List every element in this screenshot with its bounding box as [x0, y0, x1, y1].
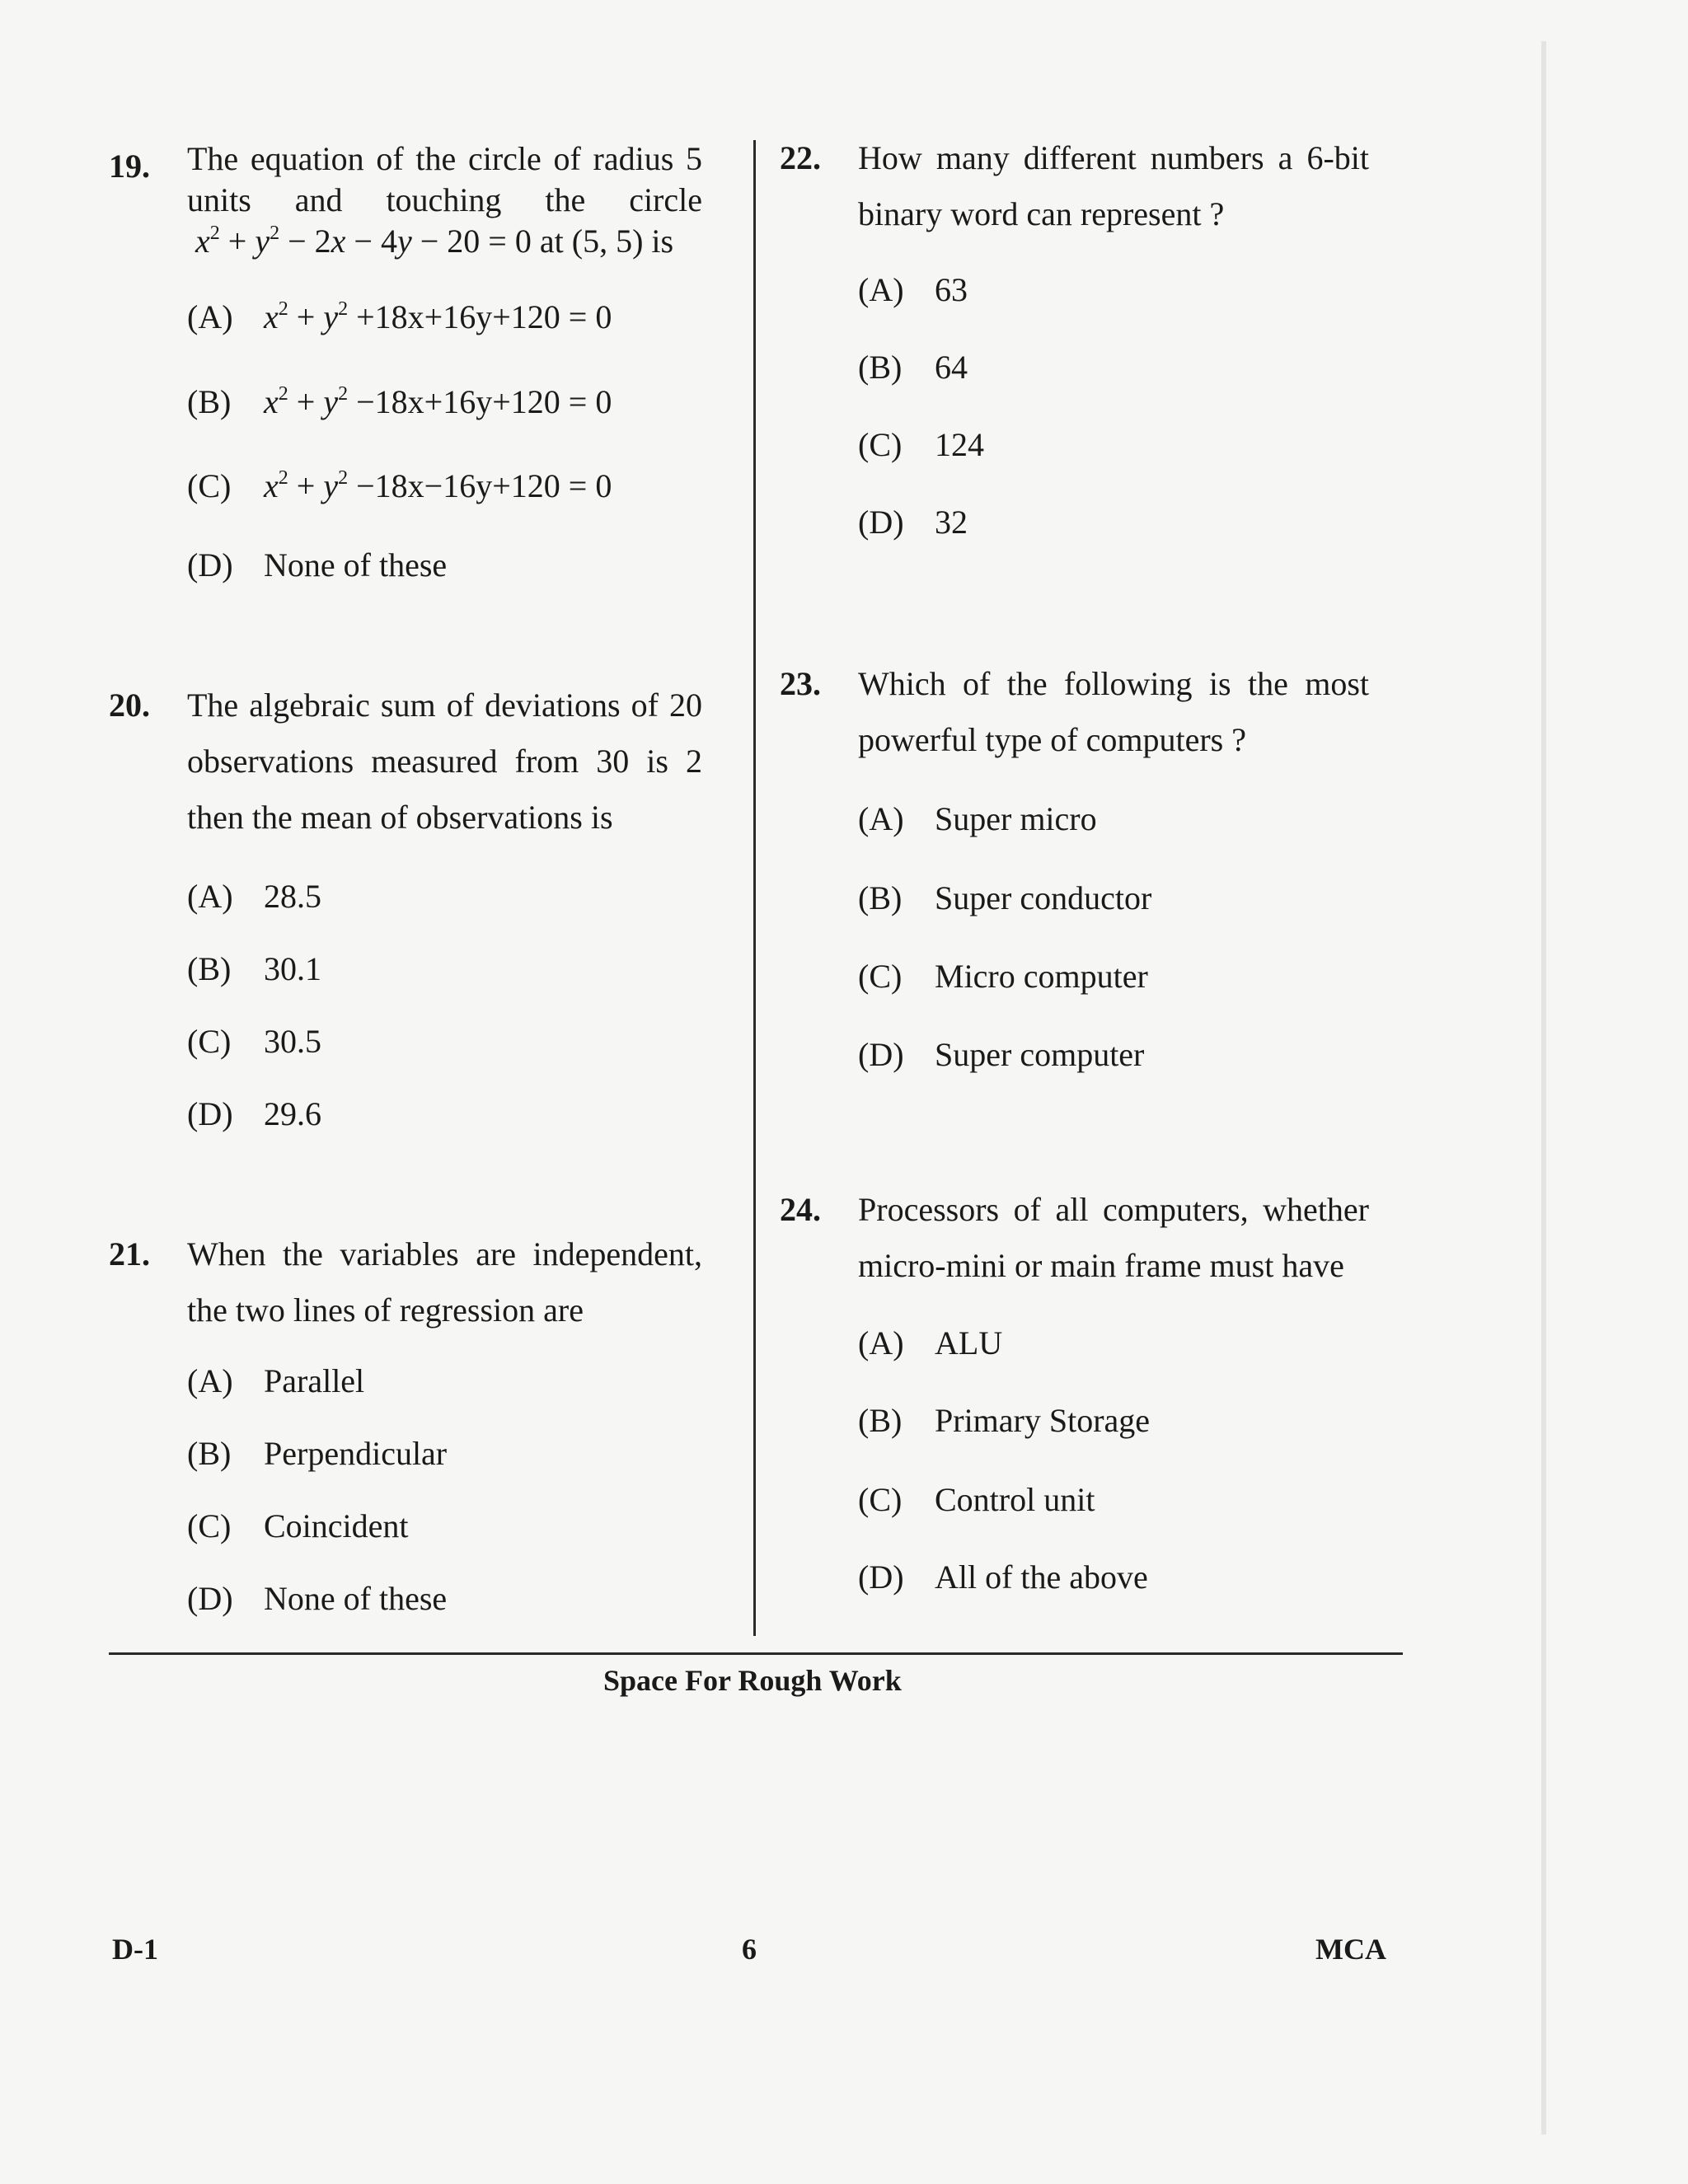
option-letter: (D) — [858, 504, 904, 541]
option-text: Parallel — [264, 1362, 365, 1399]
option-d[interactable] — [858, 494, 968, 551]
question-number: 23. — [780, 665, 821, 702]
option-letter: (B) — [187, 950, 232, 987]
stem-line: The algebraic sum of deviations of 20 — [187, 687, 702, 724]
equation-prefix: $x^2 + y^2$ — [264, 383, 349, 420]
option-text: 64 — [935, 349, 968, 386]
stem-line: powerful type of computers ? — [858, 721, 1246, 758]
stem-line: micro-mini or main frame must have — [858, 1247, 1344, 1284]
option-b[interactable] — [858, 870, 1151, 926]
option-c[interactable] — [858, 949, 1148, 1005]
option-letter: (B) — [187, 383, 232, 420]
option-b[interactable] — [187, 941, 321, 997]
option-letter: (A) — [187, 878, 233, 915]
option-text: Super micro — [935, 800, 1097, 837]
option-text: Coincident — [264, 1507, 409, 1544]
stem-line: Which of the following is the most — [858, 665, 1369, 702]
option-text: 28.5 — [264, 878, 321, 915]
column-divider — [753, 140, 756, 1636]
question-number: 19. — [109, 148, 150, 185]
option-letter: (B) — [187, 1435, 232, 1472]
question-stem-equation — [187, 221, 702, 262]
option-letter: (D) — [187, 1095, 233, 1132]
option-letter: (A) — [187, 1362, 233, 1399]
option-d[interactable] — [858, 1549, 1148, 1605]
option-letter: (B) — [858, 1402, 903, 1439]
question-number: 22. — [780, 139, 821, 176]
circle-equation: $x^2 + y^2 - 2x - 4y - 20 = 0$ — [195, 223, 532, 260]
option-text: 30.1 — [264, 950, 321, 987]
stem-line: observations measured from 30 is 2 — [187, 743, 702, 780]
option-text: Perpendicular — [264, 1435, 448, 1472]
question-stem — [187, 138, 702, 221]
option-letter: (D) — [858, 1036, 904, 1073]
option-text: None of these — [264, 1580, 448, 1617]
option-a[interactable] — [187, 1353, 364, 1409]
option-text: Super conductor — [935, 879, 1152, 916]
option-text: Primary Storage — [935, 1402, 1151, 1439]
question-stem — [187, 677, 702, 846]
stem-line: The equation of the circle of radius 5 — [187, 140, 702, 177]
option-d[interactable] — [858, 1027, 1144, 1083]
question-number: 20. — [109, 687, 150, 724]
option-text: None of these — [264, 546, 448, 583]
option-b[interactable] — [187, 374, 612, 430]
rough-work-label: Space For Rough Work — [603, 1664, 902, 1697]
option-letter: (C) — [858, 958, 903, 995]
question-number: 24. — [780, 1191, 821, 1228]
option-text: Control unit — [935, 1481, 1095, 1518]
rough-work-rule — [109, 1652, 1403, 1655]
stem-line: units and touching the circle — [187, 181, 702, 218]
option-d[interactable] — [187, 537, 447, 593]
option-text: +18x+16y+120 = 0 — [356, 298, 612, 335]
option-a[interactable] — [858, 262, 968, 318]
question-stem — [187, 1226, 702, 1338]
option-d[interactable] — [187, 1571, 447, 1627]
option-text: −18x+16y+120 = 0 — [356, 383, 612, 420]
page-edge-shadow — [1541, 41, 1546, 2135]
option-b[interactable] — [858, 340, 968, 396]
option-text: 29.6 — [264, 1095, 321, 1132]
equation-prefix: $x^2 + y^2$ — [264, 467, 349, 504]
option-letter: (D) — [858, 1558, 904, 1596]
footer-subject: MCA — [1315, 1933, 1386, 1966]
equation-prefix: $x^2 + y^2$ — [264, 298, 349, 335]
question-stem — [858, 1182, 1369, 1294]
stem-line: at (5, 5) is — [539, 223, 674, 260]
option-a[interactable] — [187, 289, 612, 345]
option-a[interactable] — [858, 1315, 1002, 1371]
option-a[interactable] — [858, 791, 1097, 847]
option-c[interactable] — [187, 1498, 409, 1554]
option-b[interactable] — [858, 1393, 1150, 1449]
option-text: 30.5 — [264, 1023, 321, 1060]
option-letter: (C) — [858, 426, 903, 463]
option-text: All of the above — [935, 1558, 1148, 1596]
option-text: Super computer — [935, 1036, 1145, 1073]
option-text: 124 — [935, 426, 984, 463]
option-letter: (B) — [858, 349, 903, 386]
stem-line: How many different numbers a 6-bit — [858, 139, 1369, 176]
stem-line: the two lines of regression are — [187, 1291, 584, 1329]
option-letter: (A) — [858, 800, 904, 837]
option-letter: (C) — [187, 467, 232, 504]
question-stem — [858, 656, 1369, 768]
option-letter: (D) — [187, 1580, 233, 1617]
option-text: Micro computer — [935, 958, 1148, 995]
option-letter: (C) — [187, 1507, 232, 1544]
option-letter: (B) — [858, 879, 903, 916]
option-d[interactable] — [187, 1086, 321, 1142]
option-c[interactable] — [187, 458, 612, 514]
option-text: −18x−16y+120 = 0 — [356, 467, 612, 504]
option-text: 63 — [935, 271, 968, 308]
stem-line: Processors of all computers, whether — [858, 1191, 1369, 1228]
stem-line: When the variables are independent, — [187, 1235, 702, 1272]
question-number: 21. — [109, 1235, 150, 1272]
option-c[interactable] — [187, 1014, 321, 1070]
option-letter: (A) — [858, 271, 904, 308]
option-letter: (C) — [187, 1023, 232, 1060]
stem-line: then the mean of observations is — [187, 799, 613, 836]
page-number: 6 — [742, 1933, 757, 1966]
option-text: ALU — [935, 1324, 1003, 1361]
question-stem — [858, 130, 1369, 242]
option-b[interactable] — [187, 1426, 447, 1482]
footer-code: D-1 — [112, 1933, 158, 1966]
stem-line: binary word can represent ? — [858, 195, 1225, 232]
option-a[interactable] — [187, 869, 321, 925]
option-c[interactable] — [858, 1472, 1095, 1528]
option-letter: (D) — [187, 546, 233, 583]
option-letter: (A) — [187, 298, 233, 335]
option-c[interactable] — [858, 417, 984, 473]
option-letter: (A) — [858, 1324, 904, 1361]
option-text: 32 — [935, 504, 968, 541]
option-letter: (C) — [858, 1481, 903, 1518]
